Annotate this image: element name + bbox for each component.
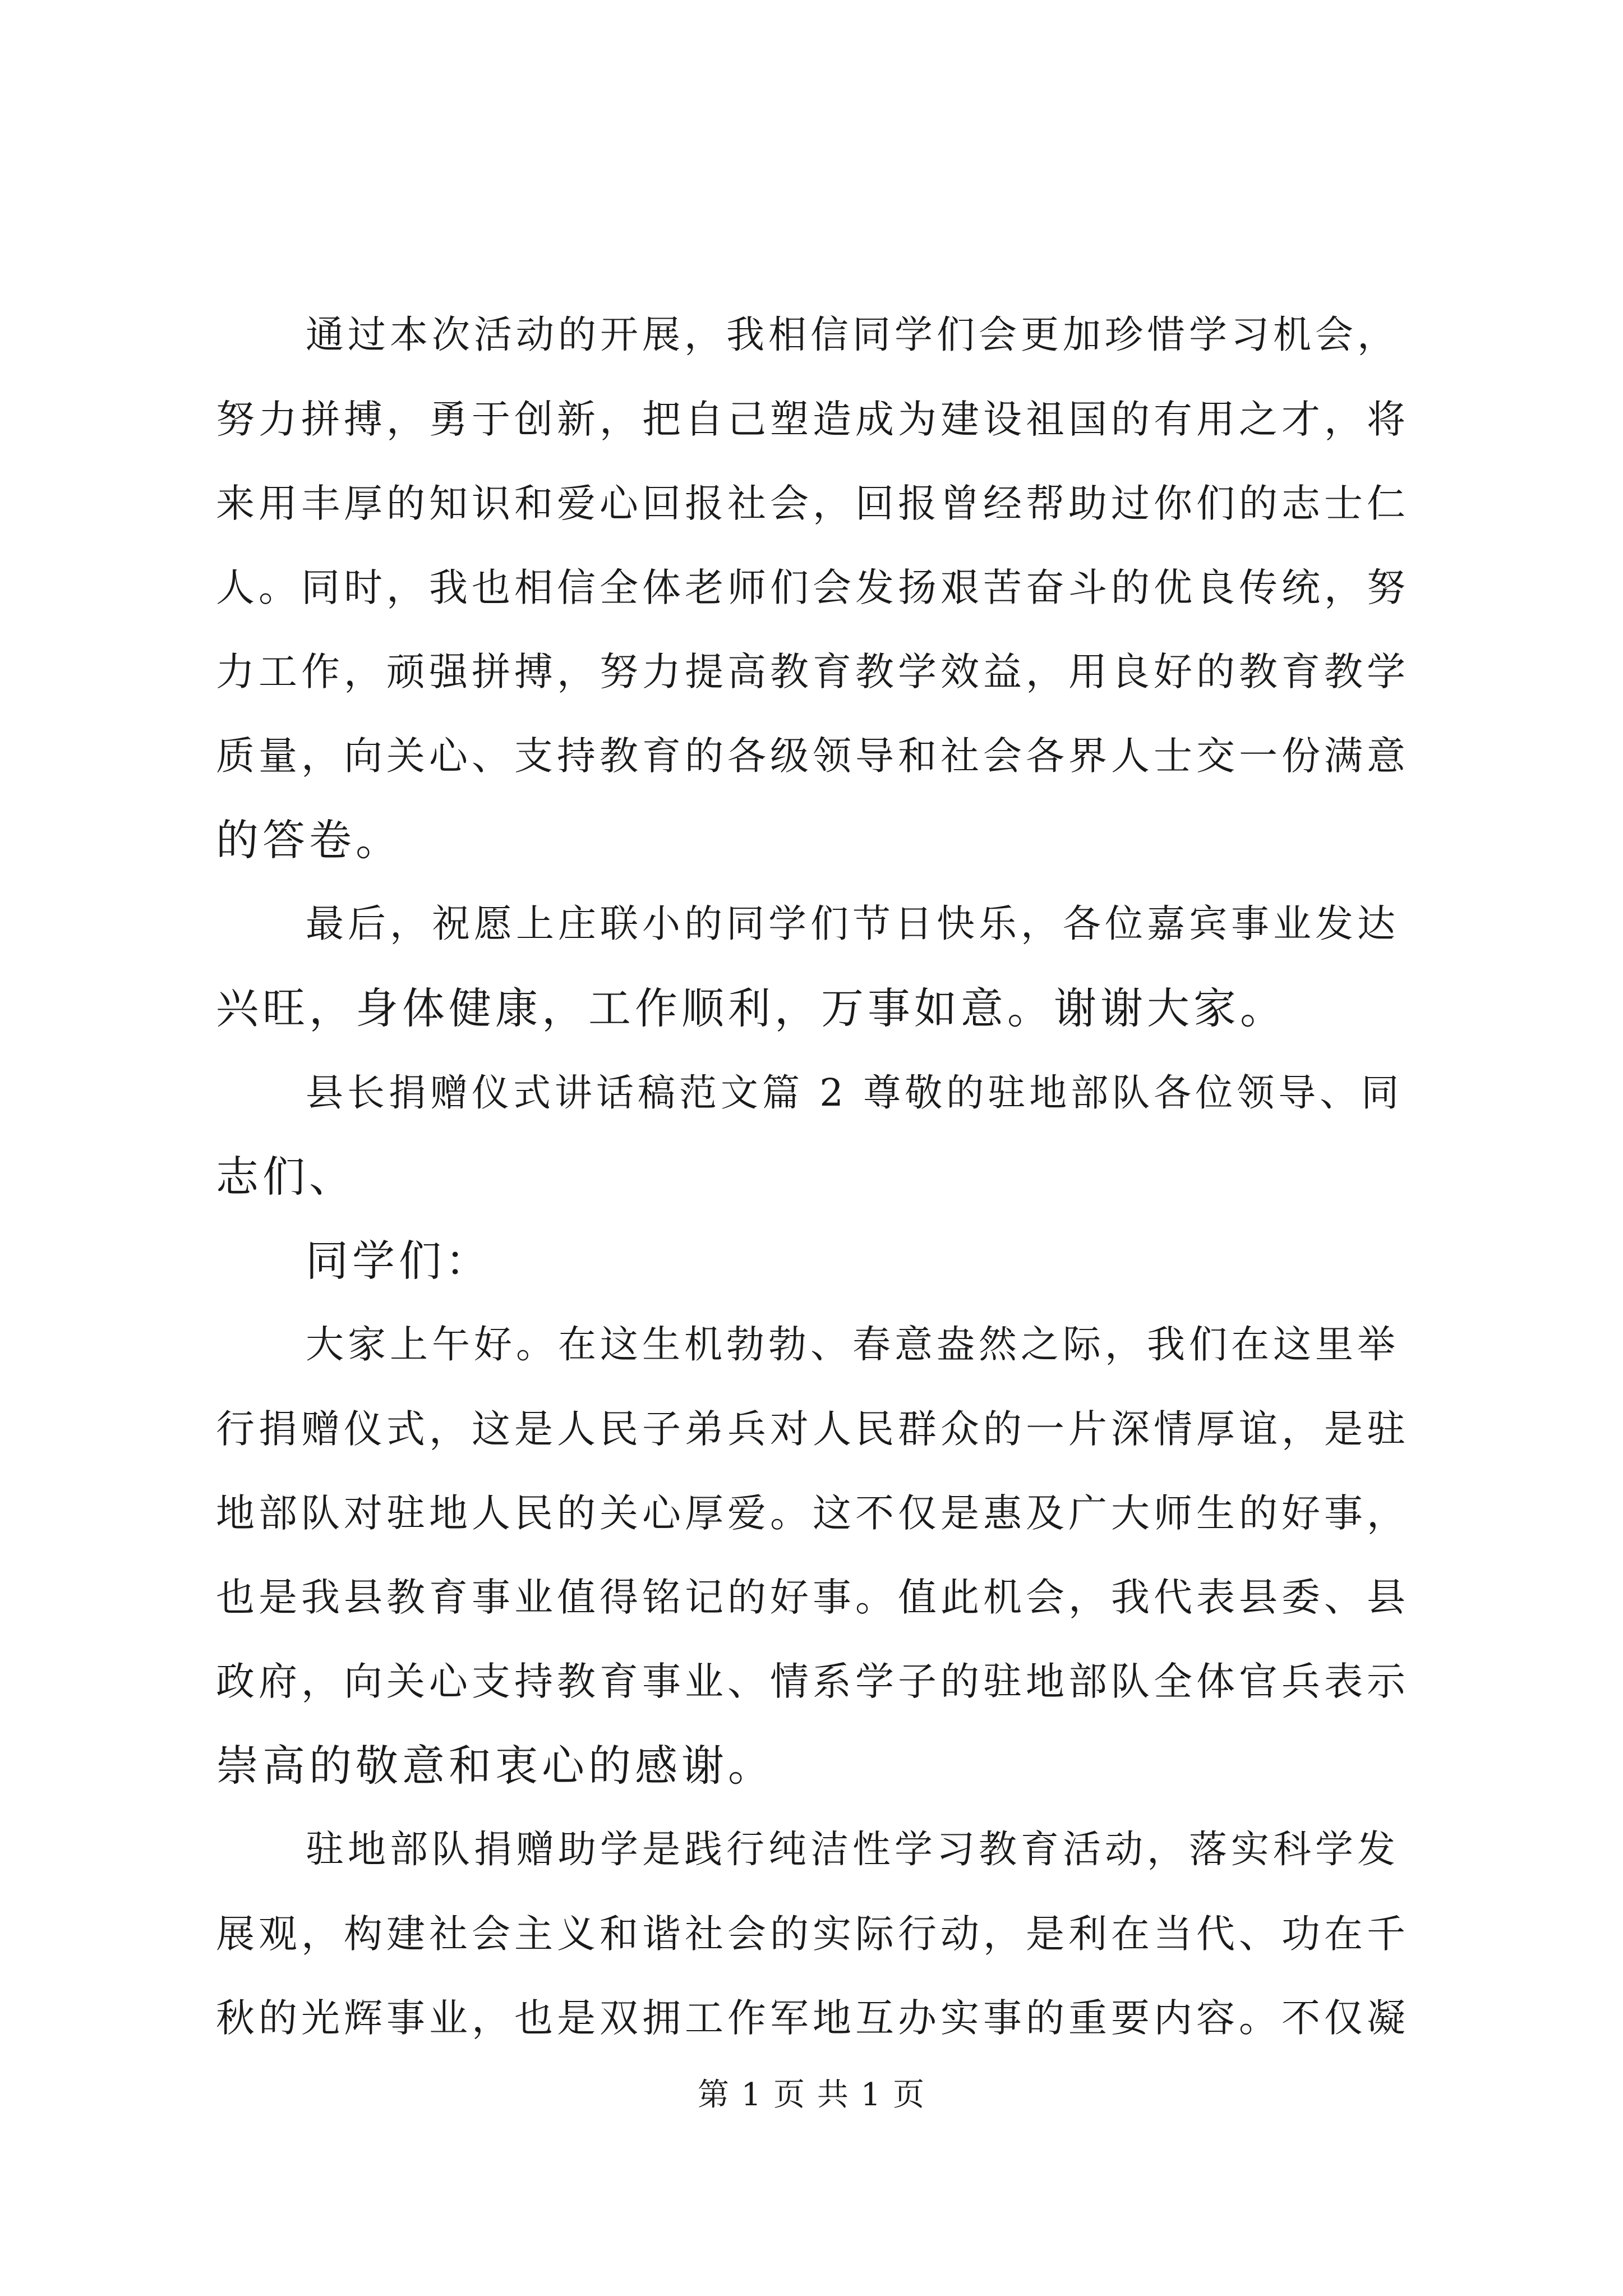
text-line: 政府，向关心支持教育事业、情系学子的驻地部队全体官兵表示 — [216, 1659, 1409, 1704]
text-line: 大家上午好。在这生机勃勃、春意盎然之际，我们在这里举 — [306, 1323, 1400, 1367]
text-line: 崇高的敬意和衷心的感谢。 — [216, 1741, 774, 1791]
text-line: 人。同时，我也相信全体老师们会发扬艰苦奋斗的优良传统，努 — [216, 565, 1409, 610]
text-line: 最后，祝愿上庄联小的同学们节日快乐，各位嘉宾事业发达 — [306, 902, 1400, 946]
text-line: 同学们： — [306, 1236, 492, 1286]
text-line: 驻地部队捐赠助学是践行纯洁性学习教育活动，落实科学发 — [306, 1828, 1400, 1872]
text-line: 展观，构建社会主义和谐社会的实际行动，是利在当代、功在千 — [216, 1912, 1409, 1957]
text-line: 的答卷。 — [216, 815, 402, 865]
text-line: 质量，向关心、支持教育的各级领导和社会各界人士交一份满意 — [216, 734, 1409, 779]
text-line: 也是我县教育事业值得铭记的好事。值此机会，我代表县委、县 — [216, 1575, 1409, 1620]
text-line: 秋的光辉事业，也是双拥工作军地互办实事的重要内容。不仅凝 — [216, 1996, 1409, 2041]
text-line: 来用丰厚的知识和爱心回报社会，回报曾经帮助过你们的志士仁 — [216, 481, 1409, 526]
text-line: 行捐赠仪式，这是人民子弟兵对人民群众的一片深情厚谊，是驻 — [216, 1407, 1409, 1452]
text-line: 通过本次活动的开展，我相信同学们会更加珍惜学习机会， — [306, 313, 1400, 357]
text-line: 县长捐赠仪式讲话稿范文篇 2 尊敬的驻地部队各位领导、同 — [306, 1071, 1403, 1115]
text-line: 力工作，顽强拼搏，努力提高教育教学效益，用良好的教育教学 — [216, 650, 1409, 694]
page-number-footer: 第 1 页 共 1 页 — [697, 2077, 926, 2113]
text-line: 兴旺，身体健康，工作顺利，万事如意。谢谢大家。 — [216, 983, 1287, 1033]
text-line: 努力拼搏，勇于创新，把自己塑造成为建设祖国的有用之才，将 — [216, 397, 1409, 442]
text-line: 地部队对驻地人民的关心厚爱。这不仅是惠及广大师生的好事， — [216, 1491, 1409, 1536]
text-line: 志们、 — [216, 1152, 356, 1202]
